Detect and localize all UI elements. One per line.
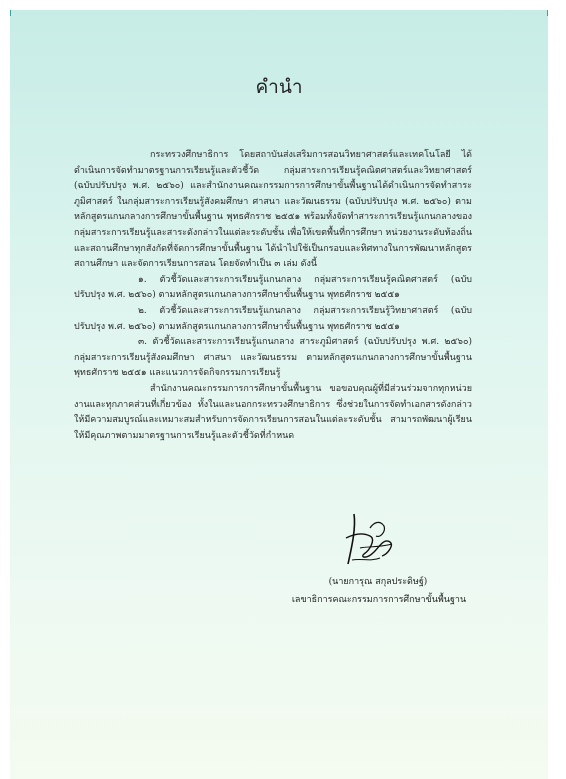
handwritten-signature [340,508,398,568]
page-title: คำนำ [255,76,303,98]
list-item-2: ๒. ตัวชี้วัดและสาระการเรียนรู้แกนกลาง กลุ่มสาระการเรียนรู้วิทยาศาสตร์ (ฉบับปรับปรุง พ.ศ. ๒๕๖๐) ตามหลักสูตรแกนกลางการศึกษาขั้นพื้นฐาน พุทธศักราช ๒๕๕๑ [74,305,472,332]
acknowledgement-paragraph: สำนักงานคณะกรรมการการศึกษาขั้นพื้นฐาน ขอขอบคุณผู้ที่มีส่วนร่วมจากทุกหน่วยงานและทุกภาคส่วนที่เกี่ยวข้อง ทั้งในและนอกกระทรวงศึกษาธิการ ซึ่งช่วยในการจัดทำเอกสารดังกล่าวให้มีความสมบูรณ์และเหมาะสมสำหรับการจัดการเรียนการสอนในแต่ละระดับชั้น สามารถพัฒนาผู้เรียนให้มีคุณภาพตามมาตรฐานการเรียนรู้และตัวชี้วัดที่กำหนด [74,383,472,441]
document-page [10,10,548,779]
list-item-1: ๑. ตัวชี้วัดและสาระการเรียนรู้แกนกลาง กลุ่มสาระการเรียนรู้คณิตศาสตร์ (ฉบับปรับปรุง พ.ศ. ๒๕๖๐) ตามหลักสูตรแกนกลางการศึกษาขั้นพื้นฐาน พุทธศักราช ๒๕๕๑ [74,274,472,301]
intro-paragraph: กระทรวงศึกษาธิการ โดยสถาบันส่งเสริมการสอนวิทยาศาสตร์และเทคโนโลยี ได้ดำเนินการจัดทำมาตรฐานการเรียนรู้และตัวชี้วัด กลุ่มสาระการเรียนรู้คณิตศาสตร์และวิทยาศาสตร์ (ฉบับปรับปรุง พ.ศ. ๒๕๖๐) และสำนักงานคณะกรรมการการศึกษาขั้นพื้นฐานได้ดำเนินการจัดทำสาระภูมิศาสตร์ ในกลุ่มสาระการเรียนรู้สังคมศึกษา ศาสนา และวัฒนธรรม (ฉบับปรับปรุง พ.ศ. ๒๕๖๐) ตามหลักสูตรแกนกลางการศึกษาขั้นพื้นฐาน พุทธศักราช ๒๕๕๑ พร้อมทั้งจัดทำสาระการเรียนรู้แกนกลางของกลุ่มสาระการเรียนรู้และสาระดังกล่าวในแต่ละระดับชั้น เพื่อให้เขตพื้นที่การศึกษา หน่วยงานระดับท้องถิ่น และสถานศึกษาทุกสังกัดที่จัดการศึกษาขั้นพื้นฐาน ได้นำไปใช้เป็นกรอบและทิศทางในการพัฒนาหลักสูตรสถานศึกษา และจัดการเรียนการสอน โดยจัดทำเป็น ๓ เล่ม ดังนี้ [74,150,472,270]
crop-mark-left [10,10,11,16]
signatory-position: เลขาธิการคณะกรรมการการศึกษาขั้นพื้นฐาน [291,595,467,605]
body-text [74,148,472,444]
list-item-3: ๓. ตัวชี้วัดและสาระการเรียนรู้แกนกลาง สาระภูมิศาสตร์ (ฉบับปรับปรุง พ.ศ. ๒๕๖๐) กลุ่มสาระการเรียนรู้สังคมศึกษา ศาสนา และวัฒนธรรม ตามหลักสูตรแกนกลางการศึกษาขั้นพื้นฐาน พุทธศักราช ๒๕๕๑ และแนวการจัดกิจกรรมการเรียนรู้ [74,337,472,379]
crop-mark-right [547,10,548,16]
signatory-name: (นายการุณ สกุลประดิษฐ์) [328,577,428,587]
